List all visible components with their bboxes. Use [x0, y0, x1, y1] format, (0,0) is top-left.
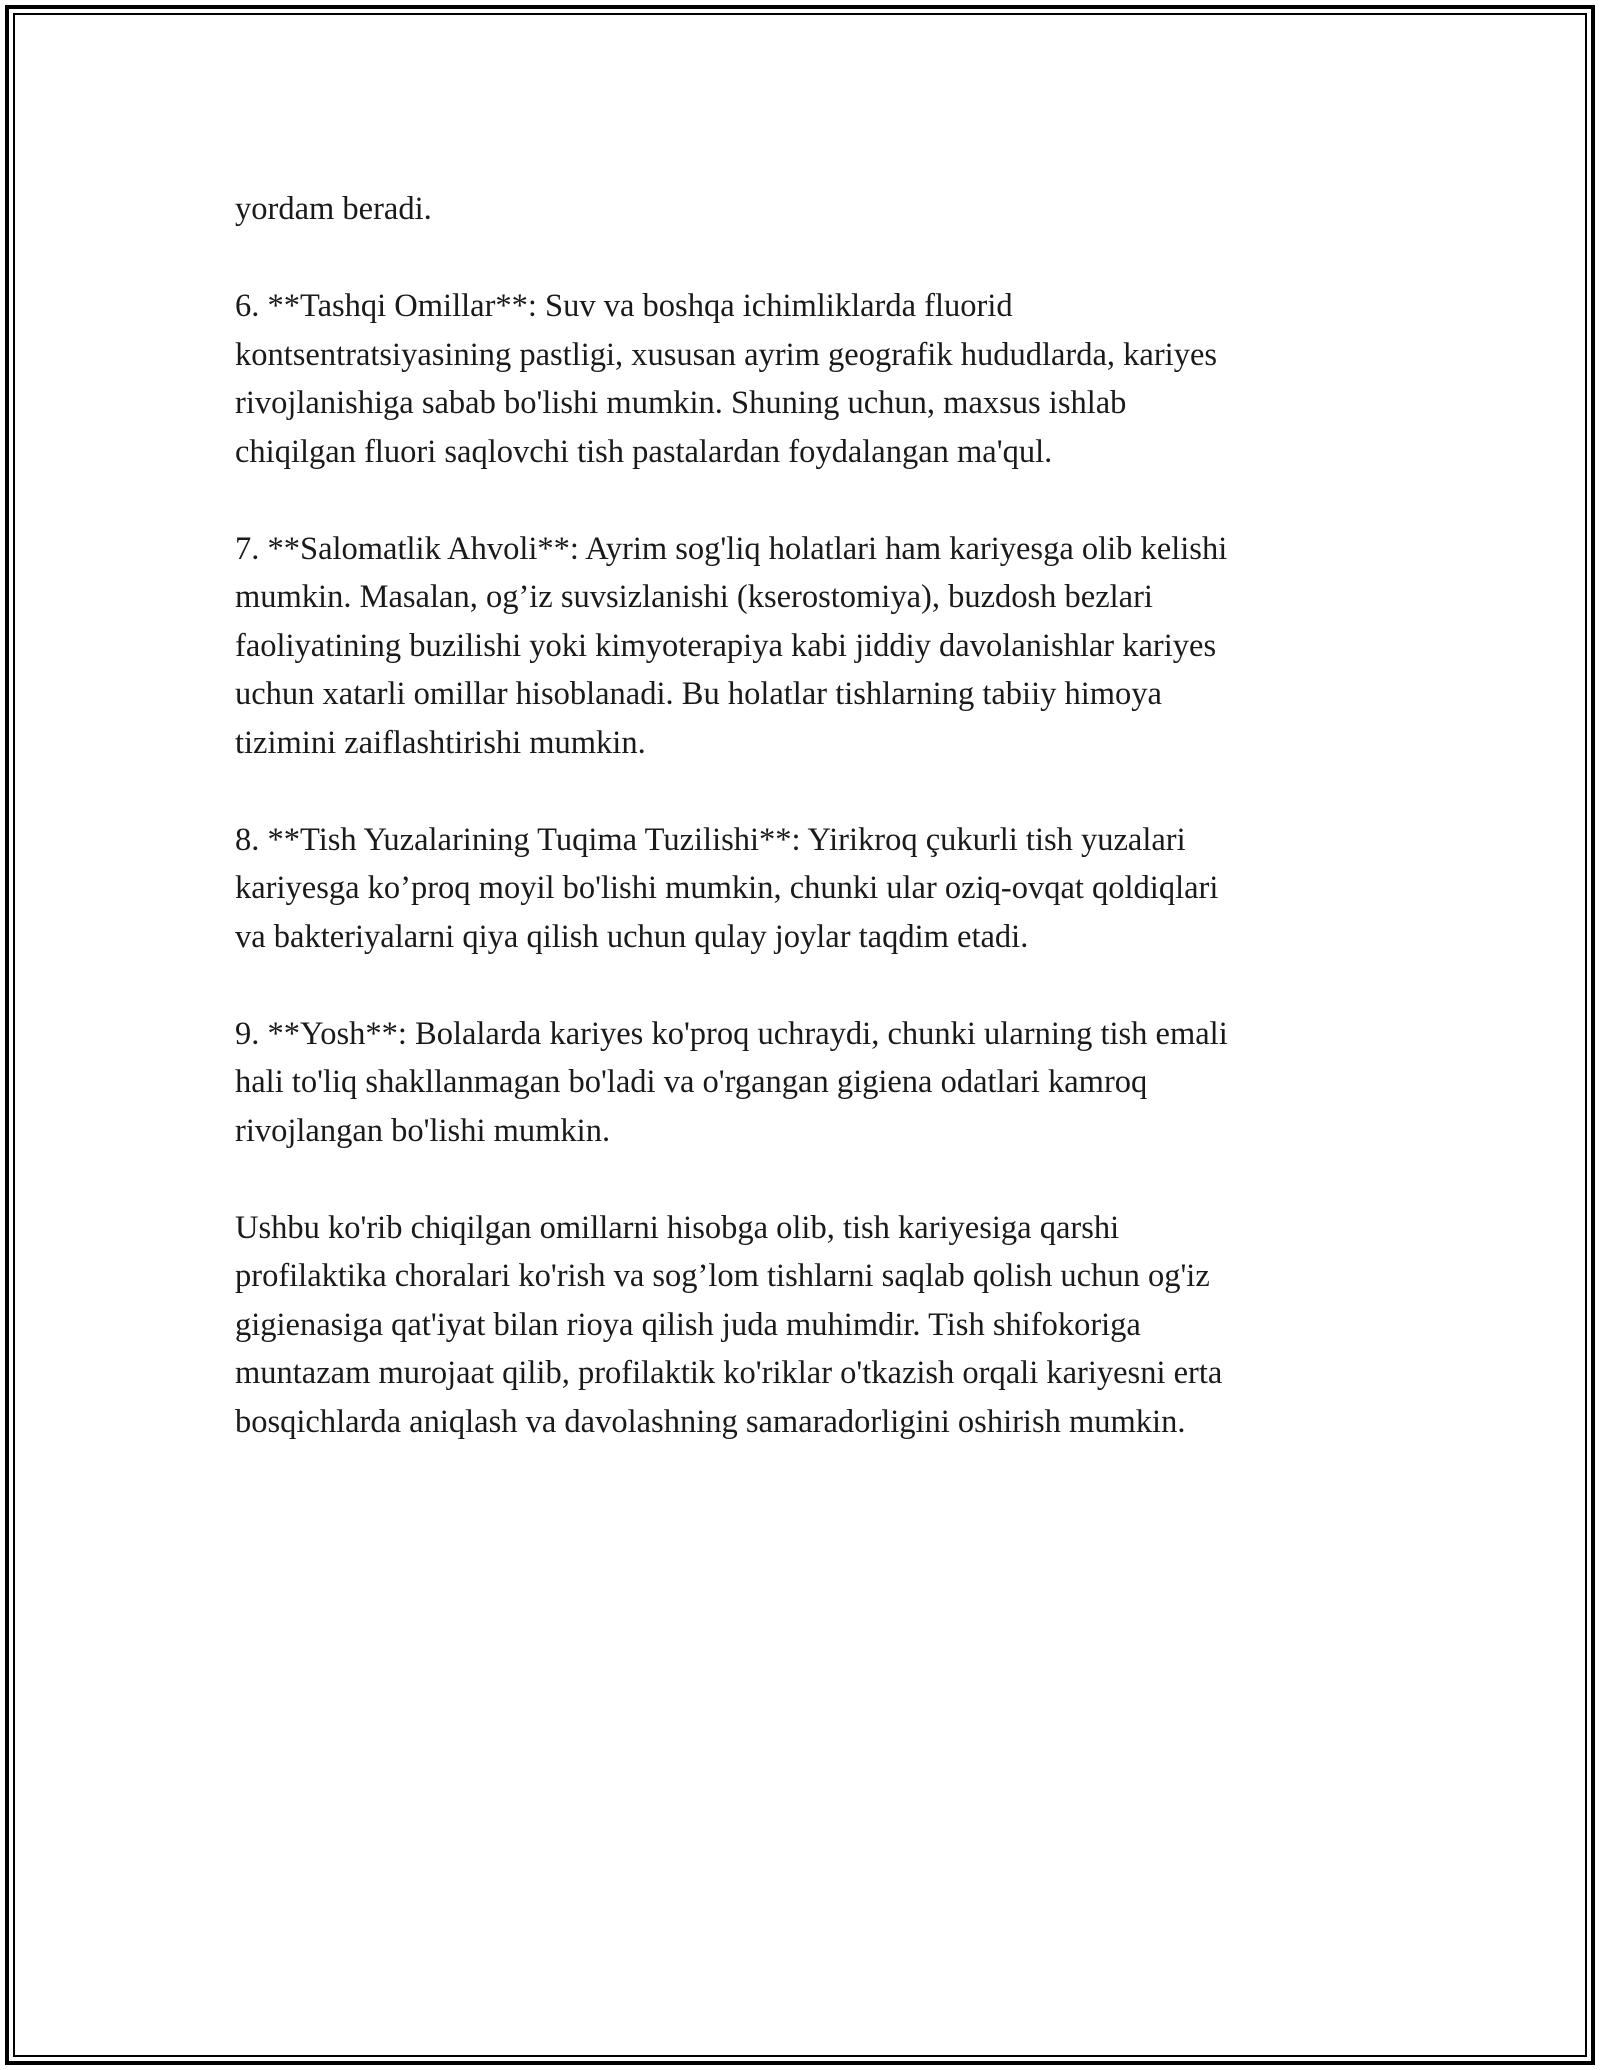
paragraph-continuation: [235, 185, 1365, 234]
text-line: rivojlanishiga sabab bo'lishi mumkin. Shuning uchun, maxsus ishlab: [235, 385, 1127, 421]
text-line: 7. **Salomatlik Ahvoli**: Ayrim sog'liq holatlari ham kariyesga olib kelishi: [235, 530, 1228, 567]
paragraph-salomatlik-ahvoli: [235, 525, 1365, 768]
text-line: yordam beradi.: [235, 191, 432, 227]
text-line: va bakteriyalarni qiya qilish uchun qulay joylar taqdim etadi.: [235, 918, 1029, 955]
text-line: rivojlangan bo'lishi mumkin.: [235, 1112, 611, 1149]
text-line: muntazam murojaat qilib, profilaktik ko'riklar o'tkazish orqali kariyesni erta: [235, 1355, 1223, 1391]
text-line: hali to'liq shakllanmagan bo'ladi va o'rgangan gigiena odatlari kamroq: [235, 1064, 1148, 1100]
text-line: 8. **Tish Yuzalarining Tuqima Tuzilishi**: Yirikroq çukurli tish yuzalari: [235, 821, 1186, 858]
text-line: chiqilgan fluori saqlovchi tish pastalardan foydalangan ma'qul.: [235, 433, 1053, 470]
text-line: uchun xatarli omillar hisoblanadi. Bu holatlar tishlarning tabiiy himoya: [235, 676, 1162, 712]
paragraph-tashqi-omillar: [235, 282, 1365, 476]
paragraph-yosh: [235, 1010, 1365, 1156]
text-line: faoliyatining buzilishi yoki kimyoterapiya kabi jiddiy davolanishlar kariyes: [235, 627, 1217, 664]
paragraph-tish-yuzalari: [235, 816, 1365, 962]
text-line: bosqichlarda aniqlash va davolashning samaradorligini oshirish mumkin.: [235, 1403, 1186, 1440]
text-line: kontsentratsiyasining pastligi, xususan ayrim geografik hududlarda, kariyes: [235, 336, 1218, 373]
text-line: kariyesga ko’proq moyil bo'lishi mumkin, chunki ular oziq-ovqat qoldiqlari: [235, 870, 1219, 906]
text-line: 6. **Tashqi Omillar**: Suv va boshqa ichimliklarda fluorid: [235, 288, 1013, 324]
document-body: [235, 185, 1365, 1495]
paragraph-conclusion: [235, 1204, 1365, 1447]
text-line: Ushbu ko'rib chiqilgan omillarni hisobga olib, tish kariyesiga qarshi: [235, 1209, 1120, 1246]
text-line: mumkin. Masalan, og’iz suvsizlanishi (kserostomiya), buzdosh bezlari: [235, 579, 1153, 615]
text-line: gigienasiga qat'iyat bilan rioya qilish juda muhimdir. Tish shifokoriga: [235, 1306, 1141, 1343]
text-line: profilaktika choralari ko'rish va sog’lom tishlarni saqlab qolish uchun og'iz: [235, 1258, 1210, 1294]
text-line: tizimini zaiflashtirishi mumkin.: [235, 724, 646, 761]
text-line: 9. **Yosh**: Bolalarda kariyes ko'proq uchraydi, chunki ularning tish emali: [235, 1015, 1228, 1052]
